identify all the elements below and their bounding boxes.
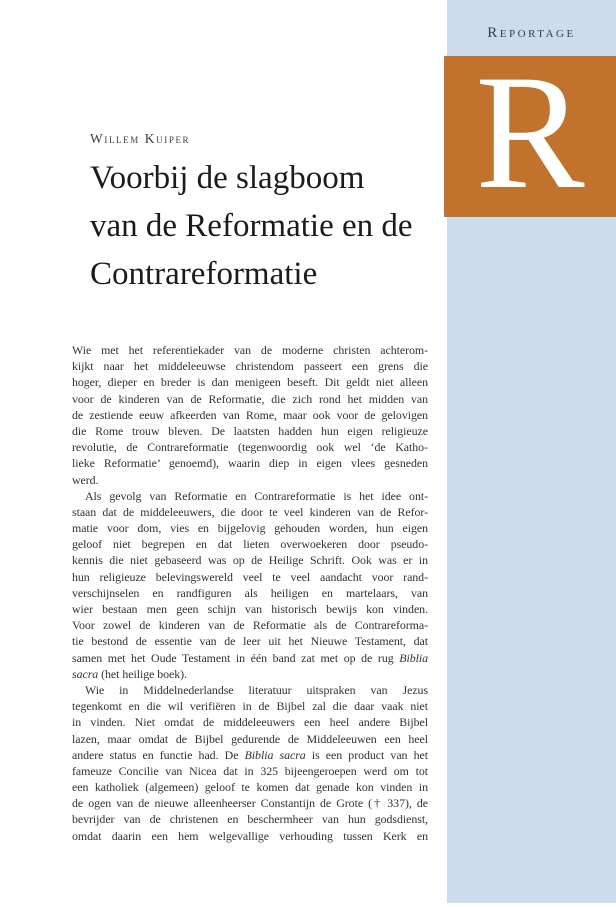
text-segment: kijkt naar het middeleeuwse christendom passeert een grens die — [72, 359, 428, 374]
text-segment: voor de kinderen van de Reformatie, die zich rond het midden van — [72, 391, 428, 406]
italic-text-segment: Biblia — [399, 650, 428, 665]
body-text-line — [72, 536, 428, 552]
article-title-line: Voorbij de slagboom — [90, 160, 365, 196]
text-segment: de zestiende eeuw afkeerden van Rome, maar ook voor de gelovigen — [72, 407, 428, 422]
text-segment: revolutie, de Contrareformatie (tegenwoordig ook wel ‘de Katho- — [72, 440, 428, 455]
body-text-line — [72, 747, 428, 763]
body-text-line — [72, 666, 428, 682]
body-text-line — [72, 811, 428, 827]
body-text-line — [72, 828, 428, 844]
body-text-line — [72, 552, 428, 568]
article-body — [72, 342, 428, 844]
text-segment: Voor zowel de kinderen van de Reformatie als de Contrareforma- — [72, 618, 428, 633]
body-text-line — [72, 650, 428, 666]
body-text-line — [72, 682, 428, 698]
text-segment: staan dat de middeleeuwers, die door te veel kinderen van de Refor- — [72, 504, 428, 519]
text-segment: verschijnselen en randfiguren als heiligen en martelaars, van — [72, 585, 428, 600]
body-text-line — [72, 488, 428, 504]
article-title-line: Contrareformatie — [90, 256, 318, 292]
body-text-line — [72, 601, 428, 617]
text-segment: bevrijder van de christenen en beschermheer van hun godsdienst, — [72, 812, 428, 827]
body-text-line — [72, 342, 428, 358]
body-text-line — [72, 358, 428, 374]
body-text-line — [72, 407, 428, 423]
body-text-line — [72, 504, 428, 520]
text-segment: lazen, maar omdat de Bijbel gedurende de Middeleeuwen een heel — [72, 731, 428, 746]
body-text-line — [72, 795, 428, 811]
text-segment: in vinden. Niet omdat de middeleeuwers een heel andere Bijbel — [72, 715, 428, 730]
body-text-line — [72, 698, 428, 714]
italic-text-segment: sacra — [72, 666, 99, 681]
text-segment: een katholiek (algemeen) geloof te komen dat genade kon vinden in — [72, 780, 428, 795]
text-segment: (het heilige boek). — [98, 666, 187, 681]
body-text-line — [72, 763, 428, 779]
text-segment: is een product van het — [305, 747, 428, 762]
text-segment: Als gevolg van Reformatie en Contrareformatie is het idee ont- — [85, 488, 428, 503]
body-text-line — [72, 472, 428, 488]
body-text-line — [72, 779, 428, 795]
text-segment: andere status en functie had. De — [72, 747, 245, 762]
section-initial-letter: R — [475, 42, 585, 223]
section-initial-block — [444, 42, 616, 223]
body-text-line — [72, 714, 428, 730]
article-title — [90, 154, 413, 298]
text-segment: Wie met het referentiekader van de moderne christen achterom- — [72, 343, 428, 357]
section-label: Reportage — [487, 25, 576, 41]
body-text-line — [72, 520, 428, 536]
text-segment: samen met het Oude Testament in één band zat met op de rug — [72, 650, 400, 665]
body-text-line — [72, 455, 428, 471]
body-text-line — [72, 617, 428, 633]
text-segment: kennis die niet gebaseerd was op de Heilige Schrift. Ook was er in — [72, 553, 428, 568]
text-segment: Wie in Middelnederlandse literatuur uitspraken van Jezus — [85, 682, 428, 697]
text-segment: matie voor dom, vies en bijgelovig gehouden worden, hun eigen — [72, 521, 428, 536]
text-segment: tegenkomt en die wil verifiëren in de Bijbel zal die daar vaak niet — [72, 699, 428, 714]
text-segment: werd. — [72, 472, 99, 487]
body-text-line — [72, 391, 428, 407]
text-segment: die Rome trouw bleven. De laatsten hadden hun eigen religieuze — [72, 423, 428, 438]
body-text-line — [72, 585, 428, 601]
text-segment: geloof niet begrepen en dat lieten overwoekeren door pseudo- — [72, 537, 428, 552]
text-segment: de ogen van de nieuwe alleenheerser Constantijn de Grote († 337), de — [72, 796, 428, 811]
body-text-line — [72, 731, 428, 747]
body-text-line — [72, 423, 428, 439]
text-segment: fameuze Concilie van Nicea dat in 325 bijeengeroepen werd om tot — [72, 763, 428, 778]
text-segment: hoger, dieper en breder is dan menigeen beseft. Dit geldt niet alleen — [72, 375, 428, 390]
text-segment: tie bestond de essentie van de leer uit het Nieuwe Testament, dat — [72, 634, 428, 649]
body-text-line — [72, 374, 428, 390]
body-text-line — [72, 633, 428, 649]
text-segment: wier bestaan men geen schijn van historisch bewijs kon vinden. — [72, 602, 428, 616]
body-text-line — [72, 569, 428, 585]
article-title-line: van de Reformatie en de — [90, 208, 413, 244]
body-text-line — [72, 439, 428, 455]
text-segment: lieke Reformatie’ genoemd), waarin diep in eigen vlees gesneden — [72, 456, 428, 471]
text-segment: omdat daarin een hem welgevallige verhouding tussen Kerk en — [72, 828, 428, 843]
italic-text-segment: Biblia sacra — [244, 747, 306, 762]
text-segment: hun religieuze belevingswereld veel te veel aandacht voor rand- — [72, 569, 428, 584]
author-name: Willem Kuiper — [90, 131, 191, 146]
